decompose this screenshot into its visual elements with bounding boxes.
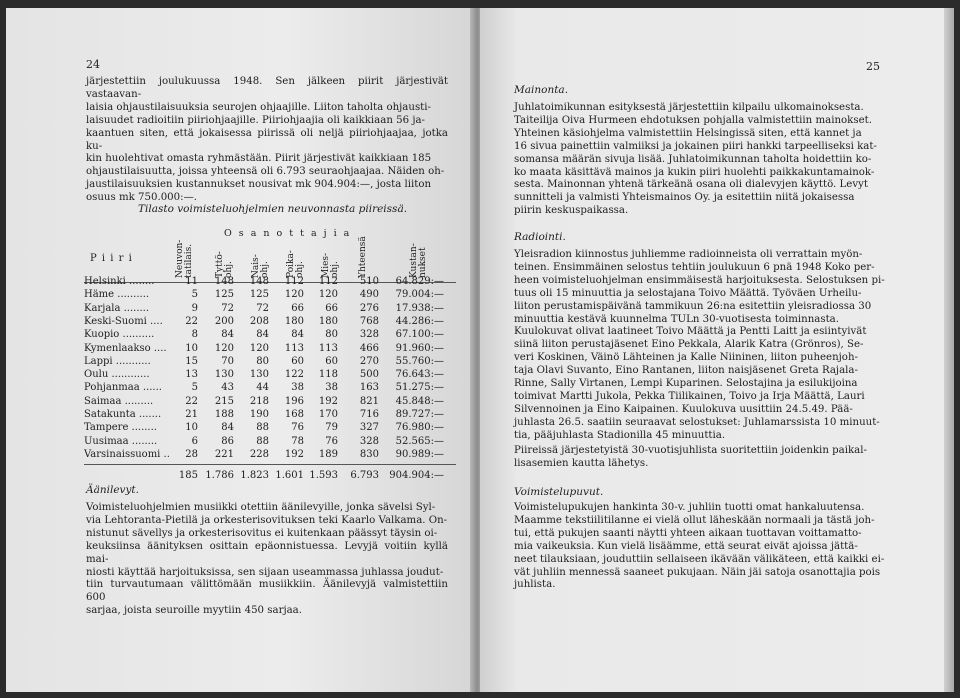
table-cell: 328: [359, 329, 379, 341]
table-cell: 76.980:—: [395, 422, 444, 434]
page-number-right: 25: [866, 60, 880, 73]
table-cell: 120: [318, 289, 338, 301]
table-cell: 5: [191, 382, 198, 394]
table-total-cell: 1.786: [205, 470, 234, 482]
table-cell: 168: [284, 409, 304, 420]
aanilevyt-paragraph: [86, 502, 448, 618]
table-cell: 148: [249, 276, 269, 287]
column-header: Nais- ohj.: [251, 254, 270, 278]
table-cell: 78: [291, 435, 304, 447]
table-row-label: Varsinaissuomi ..: [84, 448, 170, 460]
book-spread: [6, 8, 954, 692]
text-line: juhlasta 26.5. saatiin seuraavat selostukset: Juhlamarssista 10 minuut-: [514, 416, 880, 428]
table-cell: 80: [325, 329, 338, 341]
left-page: [6, 8, 474, 692]
column-header: Tyttö- ohj.: [215, 251, 234, 278]
section-heading-aanilevyt: Äänilevyt.: [86, 484, 139, 496]
table-cell: 270: [359, 355, 379, 367]
table-cell: 22: [185, 315, 198, 327]
table-cell: 122: [284, 369, 304, 381]
text-line: tiin turvautumaan välittömään musiikkiin. Äänilevyjä valmistettiin 600: [86, 579, 448, 604]
table-row-label: Lappi ...........: [84, 355, 151, 367]
text-line: siinä liiton perustajäsenet Eino Pekkala, Alarik Katra (Grönros), Se-: [514, 339, 864, 351]
table-cell: 9: [191, 302, 198, 314]
column-header: Mies- ohj.: [321, 252, 340, 278]
table-total-cell: 904.904:—: [389, 470, 444, 482]
table-cell: 88: [256, 422, 269, 434]
text-line: piirin keskuspaikassa.: [514, 205, 629, 217]
table-cell: 84: [291, 329, 304, 341]
table-cell: 192: [284, 448, 304, 460]
table-cell: 500: [359, 369, 379, 381]
table-row-label: Karjala ........: [84, 302, 150, 314]
table-cell: 113: [318, 342, 338, 354]
table-cell: 70: [221, 355, 234, 367]
text-line: sesta. Mainonnan yhtenä tärkeänä osana oli dialevyjen käyttö. Levyt: [514, 179, 868, 191]
table-cell: 130: [249, 369, 269, 381]
text-line: via Lehtoranta-Pietilä ja orkesterisovituksen teki Kaarlo Valkama. On-: [86, 514, 448, 526]
text-line: kin huolehtivat omasta ryhmästään. Piirit järjestivät kaikkiaan 185: [86, 153, 432, 165]
table-cell: 130: [214, 369, 234, 381]
table-cell: 72: [256, 302, 269, 314]
text-line: Voimistelupukujen hankinta 30-v. juhliin tuotti omat hankaluutensa.: [514, 502, 865, 513]
table-cell: 21: [185, 409, 198, 420]
table-cell: 200: [214, 315, 234, 327]
table-cell: 120: [284, 289, 304, 301]
table-cell: 38: [291, 382, 304, 394]
table-row-label: Tampere ........: [84, 422, 157, 434]
table-cell: 84: [221, 329, 234, 341]
table-cell: 118: [318, 369, 338, 381]
table-cell: 148: [214, 276, 234, 287]
table-cell: 510: [359, 276, 379, 287]
table-row-label: Kuopio ..........: [84, 329, 155, 341]
table-total-cell: 6.793: [350, 470, 379, 482]
column-header: Kustan- nukset: [409, 243, 428, 278]
table-cell: 716: [359, 409, 379, 420]
table-cell: 72: [221, 302, 234, 314]
section-heading-voimistelupuvut: Voimistelupuvut.: [514, 486, 604, 498]
table-cell: 228: [249, 448, 269, 460]
statistics-table: [84, 226, 456, 482]
text-line: vät juhliin mennessä saaneet pukujaan. Näin jäi satoja osanottajia pois: [514, 566, 881, 578]
table-cell: 180: [318, 315, 338, 327]
table-cell: 768: [359, 315, 379, 327]
table-row-label: Kymenlaakso ....: [84, 342, 167, 354]
table-cell: 44: [256, 382, 269, 394]
table-cell: 466: [359, 342, 379, 354]
text-line: osuus mk 750.000:—.: [86, 192, 198, 204]
table-cell: 51.275:—: [395, 382, 444, 394]
mainonta-paragraph: [514, 102, 906, 218]
table-cell: 60: [325, 355, 338, 367]
text-line: tuus oli 15 minuuttia ja selostajana Toivo Määttä. Työväen Urheilu-: [514, 287, 862, 299]
table-cell: 215: [214, 395, 234, 407]
text-line: laisuudet radioitiin piiriohjaajille. Piiriohjaajia oli kaikkiaan 56 ja-: [86, 114, 426, 126]
voimistelupuvut-paragraph: [514, 502, 906, 592]
table-cell: 67.100:—: [395, 329, 444, 341]
page-edge: [944, 8, 954, 692]
table-cell: 8: [191, 329, 198, 341]
table-cell: 180: [284, 315, 304, 327]
table-cell: 125: [214, 289, 234, 301]
text-line: ko maata käsittävä mainos ja kukin piiri huolehti paikkakuntamainok-: [514, 166, 875, 178]
table-cell: 38: [325, 382, 338, 394]
text-line: sunnitteli ja valmisti Yhteismainos Oy. ja esitettiin niitä jokaisessa: [514, 192, 855, 204]
table-cell: 11: [185, 276, 198, 287]
table-cell: 218: [249, 395, 269, 407]
text-line: 16 sivua painettiin valmiiksi ja jokainen piiri hankki tarpeelliseksi kat-: [514, 140, 877, 152]
table-row-label: Keski-Suomi ....: [84, 315, 163, 327]
table-row-label: Häme ..........: [84, 289, 150, 301]
table-cell: 192: [318, 395, 338, 407]
text-line: somansa määrän sivuja lisää. Juhlatoimikunnan taholta hoidettiin ko-: [514, 153, 872, 165]
table-cell: 76: [325, 435, 338, 447]
table-cell: 5: [191, 289, 198, 301]
text-line: jaustilaisuuksien kustannukset nousivat mk 904.904:—, josta liiton: [86, 179, 432, 191]
table-cell: 52.565:—: [395, 435, 444, 447]
table-cell: 170: [318, 409, 338, 420]
table-cell: 17.938:—: [395, 302, 444, 314]
table-cell: 196: [284, 395, 304, 407]
text-line: heen voimisteluohjelman ensimmäisestä harjoituksesta. Selostuksen pi-: [514, 274, 885, 286]
table-cell: 76.643:—: [395, 369, 444, 381]
table-row-label: Saimaa .........: [84, 395, 154, 407]
table-row-label: Helsinki ........: [84, 276, 155, 287]
table-cell: 490: [359, 289, 379, 301]
text-line: Silvennoinen ja Eino Kaipainen. Kuulokuva uusittiin 24.5.49. Pää-: [514, 403, 853, 415]
text-line: kaantuen siten, että jokaisessa piirissä oli neljä piiriohjaajaa, jotka ku-: [86, 127, 448, 152]
table-cell: 84: [221, 422, 234, 434]
text-line: keuksiinsa äänityksen osittain epäonnistuessa. Levyjä voitiin kyllä mai-: [86, 540, 448, 565]
intro-paragraph: [86, 76, 448, 205]
table-cell: 6: [191, 435, 198, 447]
table-row-label: Oulu ............: [84, 369, 150, 381]
text-line: tia, pääjuhlasta Stadionilla 45 minuuttia.: [514, 429, 726, 441]
table-cell: 15: [185, 355, 198, 367]
table-cell: 113: [284, 342, 304, 354]
table-cell: 112: [284, 276, 304, 287]
table-cell: 86: [221, 435, 234, 447]
column-header: Yhteensä: [358, 236, 368, 278]
column-header: Poika- ohj.: [286, 250, 305, 278]
text-line: toimivat Martti Jukola, Pekka Tiilikainen, Toivo ja Irja Määttä, Lauri: [514, 390, 865, 402]
table-cell: 190: [249, 409, 269, 420]
text-line: juhlista.: [514, 579, 556, 591]
table-cell: 10: [185, 342, 198, 354]
text-line: nistunut sävellys ja orkesterisovitus ei kuitenkaan päässyt täysin oi-: [86, 527, 438, 539]
text-line: veri Koskinen, Väinö Lähteinen ja Kalle Niininen, liiton puheenjoh-: [514, 352, 858, 364]
table-total-cell: 1.823: [240, 470, 269, 482]
page-number-left: 24: [86, 58, 100, 71]
table-cell: 66: [291, 302, 304, 314]
table-cell: 28: [185, 448, 198, 460]
table-total-cell: 1.593: [309, 470, 338, 482]
table-row-label: Pohjanmaa ......: [84, 382, 162, 394]
table-cell: 44.286:—: [395, 315, 444, 327]
text-line: niosti käyttää harjoituksissa, sen sijaan useammassa juhlassa joudut-: [86, 566, 444, 578]
text-line: neet tilauksiaan, jouduttiin sellaiseen ikävään välikäteen, että kaikki ei-: [514, 553, 885, 565]
table-cell: 188: [214, 409, 234, 420]
text-line: laisia ohjaustilaisuuksia seurojen ohjaajille. Liiton taholta ohjausti-: [86, 101, 431, 113]
column-header: Neuvon- tatilais.: [175, 239, 194, 278]
radiointi-paragraph-2: [514, 445, 906, 471]
table-title: Tilasto voimisteluohjelmien neuvonnasta piireissä.: [138, 203, 408, 215]
text-line: mia vaikeuksia. Kun vielä lisäämme, että seurat eivät ajoissa jättä-: [514, 540, 858, 552]
table-cell: 120: [214, 342, 234, 354]
table-cell: 84: [256, 329, 269, 341]
table-cell: 276: [359, 302, 379, 314]
text-line: Yleisradion kiinnostus juhliemme radioinneista oli verrattain myön-: [514, 249, 863, 260]
text-line: Juhlatoimikunnan esityksestä järjestettiin kilpailu ulkomainoksesta.: [514, 102, 864, 113]
table-cell: 221: [214, 448, 234, 460]
table-cell: 328: [359, 435, 379, 447]
text-line: minuuttia kestävä kuunnelma TULn 30-vuotisesta toiminnasta.: [514, 313, 839, 325]
table-cell: 45.848:—: [395, 395, 444, 407]
section-heading-radiointi: Radiointi.: [514, 231, 566, 243]
table-cell: 125: [249, 289, 269, 301]
text-line: Taiteilija Oiva Hurmeen ehdotuksen pohjalla valmistettiin mainokset.: [514, 114, 872, 126]
table-cell: 10: [185, 422, 198, 434]
table-cell: 821: [359, 395, 379, 407]
table-header-group: O s a n o t t a j i a: [224, 228, 352, 239]
table-cell: 79: [325, 422, 338, 434]
text-line: Piireissä järjestetyistä 30-vuotisjuhlista suoritettiin joidenkin paikal-: [514, 445, 867, 456]
text-line: teinen. Ensimmäinen selostus tehtiin joulukuun 6 pnä 1948 Koko per-: [514, 261, 875, 273]
text-line: Voimisteluohjelmien musiikki otettiin äänilevyille, jonka sävelsi Syl-: [86, 502, 436, 513]
text-line: taja Olavi Suvanto, Eino Rantanen, liiton naisjäsenet Greta Rajala-: [514, 365, 858, 377]
table-cell: 43: [221, 382, 234, 394]
table-cell: 830: [359, 448, 379, 460]
table-cell: 208: [249, 315, 269, 327]
table-cell: 91.960:—: [395, 342, 444, 354]
table-cell: 80: [256, 355, 269, 367]
radiointi-paragraph: [514, 249, 906, 443]
table-cell: 55.760:—: [395, 355, 444, 367]
table-row-label: Satakunta .......: [84, 409, 162, 420]
table-cell: 120: [249, 342, 269, 354]
table-total-cell: 1.601: [275, 470, 304, 482]
table-cell: 88: [256, 435, 269, 447]
table-cell: 90.989:—: [395, 448, 444, 460]
text-line: järjestettiin joulukuussa 1948. Sen jälkeen piirit järjestivät vastaavan-: [86, 76, 448, 100]
table-total-cell: 185: [178, 470, 198, 482]
table-row-label: Uusimaa ........: [84, 435, 158, 447]
text-line: sarjaa, joista seuroille myytiin 450 sarjaa.: [86, 605, 302, 617]
text-line: ohjaustilaisuutta, joissa yhteensä oli 6.793 seuraohjaajaa. Näiden oh-: [86, 166, 445, 178]
text-line: Yhteinen käsiohjelma valmistettiin Helsingissä siten, että kannet ja: [514, 127, 862, 139]
table-cell: 189: [318, 448, 338, 460]
table-cell: 13: [185, 369, 198, 381]
table-row-header: P i i r i: [90, 253, 133, 264]
table-cell: 327: [359, 422, 379, 434]
table-cell: 22: [185, 395, 198, 407]
text-line: tui, että pukujen saanti näytti yhteen aikaan tuottavan voittamatto-: [514, 527, 862, 539]
text-line: Maamme tekstiilitilanne ei vielä ollut läheskään normaali ja tästä joh-: [514, 514, 875, 526]
table-cell: 60: [291, 355, 304, 367]
table-cell: 163: [359, 382, 379, 394]
table-cell: 79.004:—: [395, 289, 444, 301]
text-line: liiton perustamispäivänä tammikuun 26:na esitettiin yleisradiossa 30: [514, 300, 872, 312]
table-cell: 89.727:—: [395, 409, 444, 420]
table-cell: 66: [325, 302, 338, 314]
table-rule-bottom: [84, 464, 456, 465]
text-line: Rinne, Sally Virtanen, Lempi Kuparinen. Selostajina ja esilukijoina: [514, 378, 858, 390]
section-heading-mainonta: Mainonta.: [514, 84, 569, 96]
table-cell: 112: [318, 276, 338, 287]
table-cell: 64.829:—: [395, 276, 444, 287]
text-line: Kuulokuvat olivat laatineet Toivo Määttä ja Pentti Laitt ja esiintyivät: [514, 326, 867, 338]
right-page: [480, 8, 954, 692]
text-line: lisasemien kautta lähetys.: [514, 457, 649, 469]
table-cell: 76: [291, 422, 304, 434]
